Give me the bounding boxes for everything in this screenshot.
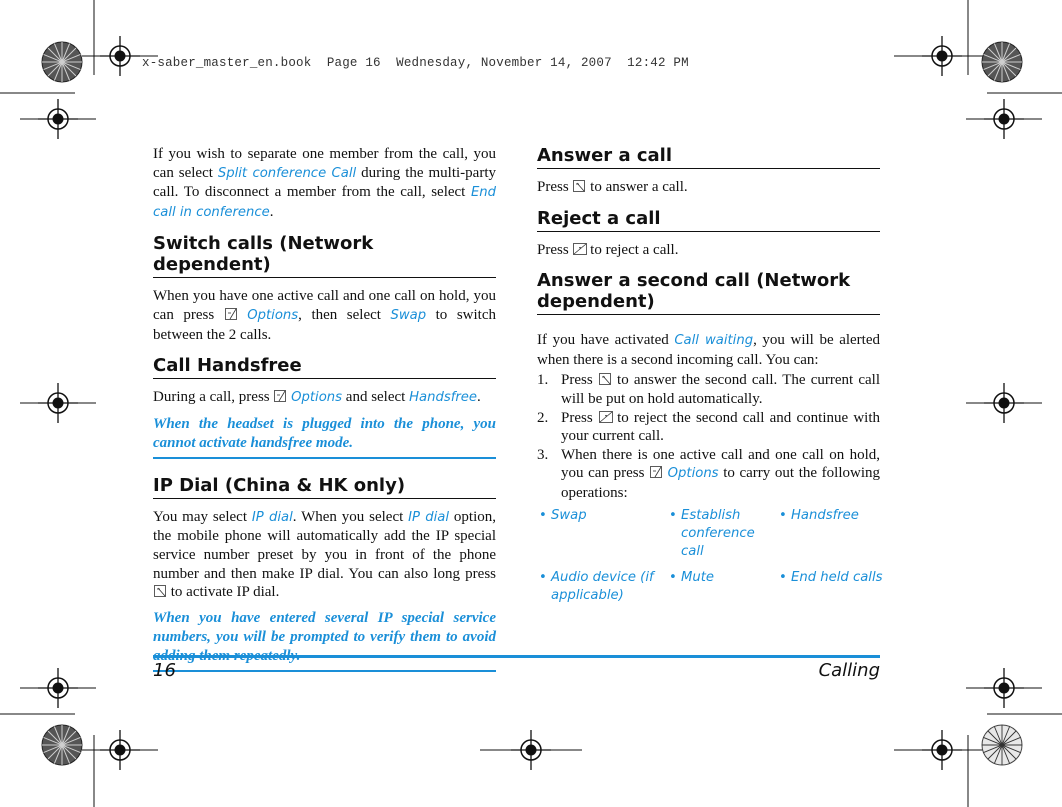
print-slug: x-saber_master_en.book Page 16 Wednesday, November 14, 2007 12:42 PM: [142, 56, 689, 70]
options-link[interactable]: Options: [247, 307, 299, 323]
ip-dial-heading: IP Dial (China & HK only): [153, 475, 496, 499]
left-softkey-icon: [225, 308, 237, 320]
end-call-in-conference-link[interactable]: End call in conference: [153, 185, 496, 220]
bullet: •: [779, 507, 787, 523]
switch-text-1: When you have one active call and one call on hold, you can press: [153, 288, 496, 323]
answer-text-1: Press: [537, 179, 573, 195]
bullet: •: [669, 507, 677, 523]
ipdial-text-4: to activate IP dial.: [167, 584, 280, 601]
switch-calls-paragraph: [153, 287, 496, 344]
bullet: •: [539, 569, 547, 585]
second-call-paragraph: [537, 331, 880, 369]
split-conference-call-link[interactable]: Split conference Call: [217, 165, 357, 181]
handsfree-text-3: .: [476, 389, 481, 406]
reject-call-heading: Reject a call: [537, 208, 880, 232]
bullet: •: [669, 569, 677, 585]
step-text-b: to carry out the following operations:: [561, 465, 881, 501]
step-number: 1.: [537, 372, 549, 389]
option-label: Establish conference call: [681, 507, 755, 559]
step-text-a: Press: [561, 409, 598, 426]
intro-text-2: during the multi-party call. To disconnect a member from the call, select: [153, 164, 496, 201]
handsfree-text-1: During a call, press: [153, 389, 274, 406]
call-handsfree-heading: Call Handsfree: [153, 355, 496, 379]
bullet: •: [539, 507, 547, 523]
ip-dial-paragraph: [153, 508, 496, 602]
list-item: [537, 409, 880, 446]
step-text: [561, 409, 880, 446]
right-column: [537, 145, 883, 605]
left-softkey-icon: [274, 390, 286, 402]
footer-rule: [153, 655, 880, 658]
step-number: 3.: [537, 446, 549, 463]
second-text-1: If you have activated: [537, 332, 675, 349]
ip-dial-note: When you have entered several IP special service numbers, you will be prompted to verify them to avoid: [153, 609, 496, 672]
option-end-held-calls: [777, 569, 887, 605]
option-audio-device: [537, 569, 667, 605]
section-title: Calling: [818, 660, 880, 681]
step-text-a: When there is one active call and one call on hold, you can press: [561, 446, 880, 482]
handsfree-link[interactable]: Handsfree: [409, 390, 477, 406]
second-text-2: , you will be alerted when there is a second incoming call. You can:: [537, 332, 880, 368]
call-waiting-link[interactable]: Call waiting: [674, 333, 754, 349]
reject-call-paragraph: [537, 241, 880, 260]
option-mute: [667, 569, 777, 605]
intro-text-1: If you wish to separate one member from the call, you can select: [153, 146, 496, 181]
option-label: Handsfree: [791, 507, 859, 523]
ip-dial-link[interactable]: IP dial: [251, 509, 293, 525]
option-establish-conference-call: [667, 507, 777, 561]
option-handsfree: [777, 507, 887, 561]
switch-text-2: , then select: [298, 306, 391, 323]
options-link[interactable]: Options: [667, 466, 719, 482]
left-softkey-icon: [650, 466, 662, 478]
second-call-steps: [537, 371, 880, 502]
answer-second-call-heading: Answer a second call (Network dependent): [537, 270, 880, 315]
reject-text-2: to reject a call.: [586, 241, 679, 258]
answer-call-paragraph: [537, 178, 880, 197]
swap-link[interactable]: Swap: [390, 307, 427, 323]
option-label: Swap: [551, 507, 587, 523]
page-number: 16: [153, 660, 176, 681]
ipdial-text-1: You may select: [153, 508, 252, 525]
call-key-icon: [573, 180, 585, 192]
answer-call-heading: Answer a call: [537, 145, 880, 169]
ipdial-text-3: option, the mobile phone will automatically add the IP special service number preset by you in front of the phone number and then make IP dial. You can also long press: [153, 508, 496, 582]
handsfree-note: When the headset is plugged into the phone, you cannot activate handsfree mode.: [153, 415, 496, 459]
list-item: [537, 371, 880, 408]
switch-calls-heading: Switch calls (Network dependent): [153, 233, 496, 278]
reject-text-1: Press: [537, 241, 573, 258]
step-text: [561, 446, 880, 503]
handsfree-text-2: and select: [342, 389, 410, 406]
list-item: [537, 446, 880, 503]
option-swap: [537, 507, 667, 561]
option-label: Mute: [681, 569, 715, 585]
options-link[interactable]: Options: [291, 390, 343, 406]
intro-paragraph: [153, 145, 496, 222]
left-column: [153, 145, 496, 688]
option-label: End held calls: [791, 569, 883, 585]
step-number: 2.: [537, 409, 549, 426]
call-options-grid: [537, 507, 883, 605]
ipdial-text-2: . When you select: [292, 508, 409, 525]
step-text-b: to reject the second call and continue with your current call.: [561, 409, 881, 445]
call-key-icon: [154, 585, 166, 597]
end-key-icon: [573, 243, 585, 255]
bullet: •: [779, 569, 787, 585]
step-text-a: Press: [561, 372, 598, 389]
ip-dial-option-link[interactable]: IP dial: [408, 509, 450, 525]
answer-text-2: to answer a call.: [586, 179, 688, 195]
end-key-icon: [599, 411, 611, 423]
intro-text-3: .: [269, 203, 274, 220]
option-label: Audio device (if applicable): [551, 569, 654, 603]
call-key-icon: [599, 373, 611, 385]
step-text: [561, 371, 880, 408]
handsfree-paragraph: [153, 388, 496, 408]
step-text-b: to answer the second call. The current call will be put on hold automatically.: [561, 372, 881, 407]
switch-text-3: to switch between the 2 calls.: [153, 306, 496, 343]
